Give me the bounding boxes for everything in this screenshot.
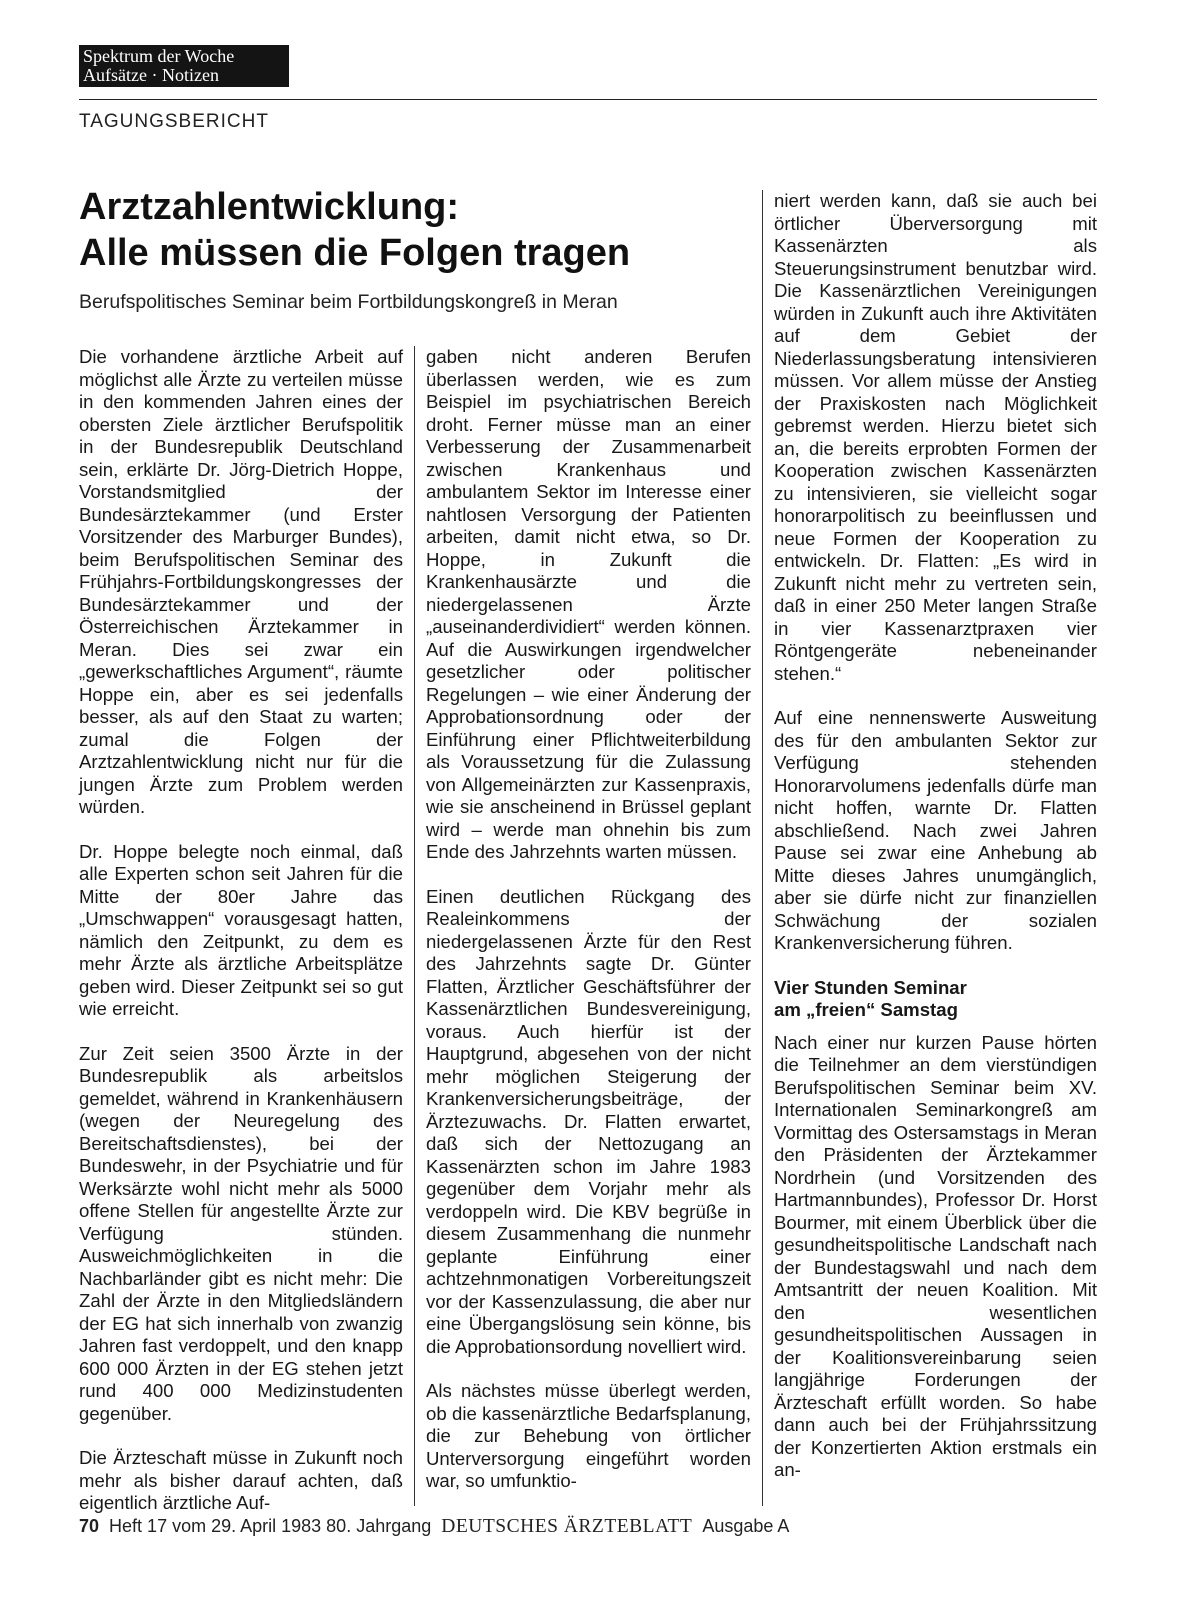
section-badge: [79, 45, 289, 87]
section-badge-line1: Spektrum der Woche: [83, 46, 235, 66]
column-rule-2: [762, 190, 763, 1506]
paragraph: Einen deutlichen Rückgang des Realeinkommens der niedergelassenen Ärzte für den Rest des Jahrzehnts sagte Dr. Günter Flatten, Ärztlicher Geschäftsführer der Kassenärztlichen Bundesvereinigung, voraus. Auch hierfür ist der Hauptgrund, abgesehen von der nicht mehr möglichen Steigerung der Krankenversicherungsbeiträge, der Ärztezuwachs. Dr. Flatten erwartet, daß sich der Nettozugang an Kassenärzten schon im Jahre 1983 gegenüber dem Vorjahr mehr als verdoppeln wird. Die KBV begrüße in diesem Zusammenhang die nunmehr geplante Einführung einer achtzehnmonatigen Vorbereitungszeit vor der Kassenzulassung, die aber nur eine Übergangslösung sein könne, bis die Approbationsordung novelliert wird.: [426, 885, 751, 1357]
journal-name: DEUTSCHES ÄRZTEBLATT: [441, 1516, 693, 1537]
page-number: 70: [79, 1516, 100, 1536]
paragraph: Die Ärzteschaft müsse in Zukunft noch mehr als bisher darauf achten, daß eigentlich ärztliche Auf-: [79, 1447, 403, 1513]
section-badge-line2: Aufsätze · Notizen: [83, 65, 219, 85]
article-title-line1: Arztzahlentwicklung:: [79, 186, 460, 228]
paragraph: Nach einer nur kurzen Pause hörten die Teilnehmer an dem vierstündigen Berufspolitischen Seminar beim XV. Internationalen Seminarkongreß am Vormittag des Ostersamstags in Meran den Präsidenten der Ärztekammer Nordrhein (und Vorsitzenden des Hartmannbundes), Professor Dr. Horst Bourmer, mit einem Überblick über die gesundheitspolitische Landschaft nach der Bundestagswahl und nach dem Amtsantritt der neuen Koalition. Mit den wesentlichen gesundheitspolitischen Aussagen in der Koalitionsvereinbarung seien langjährige Forderungen der Ärzteschaft erfüllt worden. So habe dann auch bei der Frühjahrssitzung der Konzertierten Aktion erstmals ein an-: [774, 1031, 1097, 1480]
paragraph: Dr. Hoppe belegte noch einmal, daß alle Experten schon seit Jahren für die Mitte der 80er Jahre das „Umschwappen“ vorausgesagt hatten, nämlich den Zeitpunkt, zu dem es mehr Ärzte als ärztliche Arbeitsplätze geben wird. Dieser Zeitpunkt sei so gut wie erreicht.: [79, 840, 403, 1019]
issue-info: Heft 17 vom 29. April 1983 80. Jahrgang: [109, 1516, 432, 1536]
paragraph: Als nächstes müsse überlegt werden, ob die kassenärztliche Bedarfsplanung, die zur Behebung von örtlicher Unterversorgung eingeführt worden war, so umfunktio-: [426, 1380, 751, 1491]
subheading: [774, 977, 1097, 1022]
text-column-1: [79, 346, 403, 1537]
column-rule-1: [414, 346, 415, 1506]
article-title: [79, 184, 729, 276]
kicker: TAGUNGSBERICHT: [79, 111, 269, 132]
paragraph: Die vorhandene ärztliche Arbeit auf möglichst alle Ärzte zu verteilen müsse in den kommenden Jahren eines der obersten Ziele ärztlicher Berufspolitik in der Bundesrepublik Deutschland sein, erklärte Dr. Jörg-Dietrich Hoppe, Vorstandsmitglied der Bundesärztekammer (und Erster Vorsitzender des Marburger Bundes), beim Berufspolitischen Seminar des Frühjahrs-Fortbildungskongresses der Bundesärztekammer und der Österreichischen Ärztekammer in Meran. Dies sei zwar ein „gewerkschaftliches Argument“, räumte Hoppe ein, aber es sei jedenfalls besser, als auf den Staat zu warten; zumal die Folgen der Arztzahlentwicklung nicht nur für die jungen Ärzte zum Problem werden würden.: [79, 346, 403, 817]
subheading-line1: Vier Stunden Seminar: [774, 976, 967, 998]
top-rule: [79, 99, 1097, 100]
paragraph: Zur Zeit seien 3500 Ärzte in der Bundesrepublik als arbeitslos gemeldet, während in Krankenhäusern (wegen der Neuregelung des Bereitschaftsdienstes), bei der Bundeswehr, in der Psychiatrie und für Werksärzte wohl nicht mehr als 5000 offene Stellen für angestellte Ärzte zur Verfügung stünden. Ausweichmöglichkeiten in die Nachbarländer gibt es nicht mehr: Die Zahl der Ärzte in den Mitgliedsländern der EG hat sich innerhalb von zwanzig Jahren fast verdoppelt, und den knapp 600 000 Ärzten in der EG stehen jetzt rund 400 000 Medizinstudenten gegenüber.: [79, 1042, 403, 1424]
page-footer: [79, 1516, 789, 1538]
subheading-line2: am „freien“ Samstag: [774, 999, 958, 1020]
text-column-3: [774, 190, 1097, 1504]
paragraph: gaben nicht anderen Berufen überlassen werden, wie es zum Beispiel im psychiatrischen Bereich droht. Ferner müsse man an einer Verbesserung der Zusammenarbeit zwischen Krankenhaus und ambulantem Sektor im Interesse einer nahtlosen Versorgung der Patienten arbeiten, damit nicht etwa, so Dr. Hoppe, in Zukunft die Krankenhausärzte und die niedergelassenen Ärzte „auseinanderdividiert“ werden können. Auf die Auswirkungen irgendwelcher gesetzlicher oder politischer Regelungen – wie einer Änderung der Approbationsordnung oder der Einführung einer Pflichtweiterbildung als Voraussetzung für die Zulassung von Allgemeinärzten zur Kassenpraxis, wie sie anscheinend in Brüssel geplant wird – werde man ohnehin bis zum Ende des Jahrzehnts warten müssen.: [426, 346, 751, 862]
paragraph: Auf eine nennenswerte Ausweitung des für den ambulanten Sektor zur Verfügung stehenden Honorarvolumens jedenfalls dürfe man nicht hoffen, warnte Dr. Flatten abschließend. Nach zwei Jahren Pause sei zwar eine Anhebung ab Mitte dieses Jahres unumgänglich, aber sie dürfe nicht zur finanziellen Schwächung der sozialen Krankenversicherung führen.: [774, 707, 1097, 953]
edition: Ausgabe A: [702, 1516, 790, 1536]
text-column-2: [426, 346, 751, 1515]
article-title-line2: Alle müssen die Folgen tragen: [79, 232, 631, 274]
article-subtitle: Berufspolitisches Seminar beim Fortbildungskongreß in Meran: [79, 291, 618, 313]
paragraph: niert werden kann, daß sie auch bei örtlicher Überversorgung mit Kassenärzten als Steuerungsinstrument benutzbar wird. Die Kassenärztlichen Vereinigungen würden in Zukunft auch ihre Aktivitäten auf dem Gebiet der Niederlassungsberatung intensivieren müssen. Vor allem müsse der Anstieg der Praxiskosten nach Möglichkeit gebremst werden. Hierzu bietet sich an, die bereits erprobten Formen der Kooperation zwischen Kassenärzten zu intensivieren, sie vielleicht sogar honorarpolitisch zu beeinflussen und neue Formen der Kooperation zu entwickeln. Dr. Flatten: „Es wird in Zukunft nicht mehr zu vertreten sein, daß in einer 250 Meter langen Straße in vier Kassenarztpraxen vier Röntgengeräte nebeneinander stehen.“: [774, 190, 1097, 684]
